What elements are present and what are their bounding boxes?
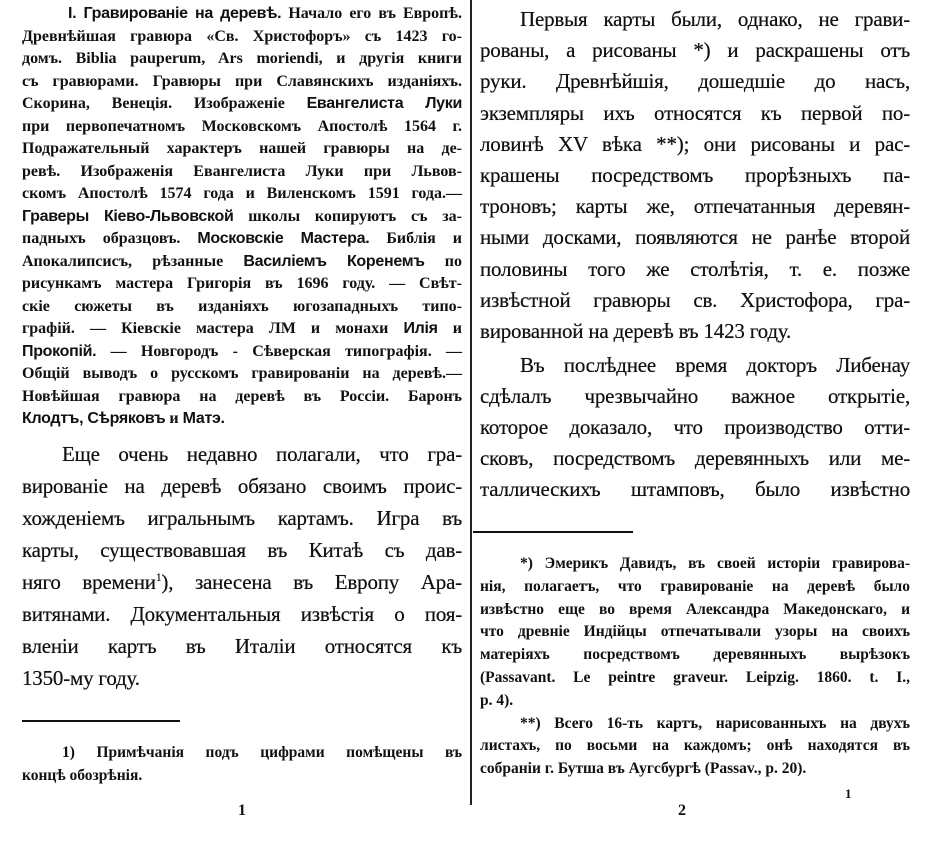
text-line xyxy=(480,735,910,758)
text-span: по xyxy=(424,252,463,270)
text-span: вированной на деревѣ въ 1423 году. xyxy=(480,319,792,344)
text-span: половины того же столѣтія, т. е. позже xyxy=(480,256,910,281)
text-line xyxy=(480,690,910,713)
text-span: которое доказало, что производство отти- xyxy=(480,415,910,439)
text-span: Еще очень недавно полагали, что гра- xyxy=(62,442,462,466)
text-line xyxy=(480,254,910,285)
text-span: вированіе на деревѣ обязано своимъ проис- xyxy=(22,474,462,498)
bold-text: Клодтъ, Сѣряковъ xyxy=(22,410,166,427)
bold-text: Матэ. xyxy=(182,410,225,427)
text-span: ревѣ. Изображенія Евангелиста Луки при Львов- xyxy=(22,162,462,180)
text-span: — Новгородъ - Сѣверская типографія. — xyxy=(96,342,462,360)
text-line xyxy=(22,228,462,251)
text-span: извѣстной гравюры св. Христофора, гра- xyxy=(480,287,910,312)
text-line xyxy=(22,273,462,296)
text-line xyxy=(22,363,462,386)
text-line xyxy=(22,470,462,502)
text-line xyxy=(480,713,910,736)
text-span: при первопечатномъ Московскомъ Апостолѣ 1564 г. xyxy=(22,117,462,135)
text-span: сковъ, посредствомъ деревянныхъ или ме- xyxy=(480,446,910,470)
text-span: *) Эмерикъ Давидъ, въ своей исторіи гравирова- xyxy=(520,555,910,572)
text-line xyxy=(480,66,910,97)
text-line xyxy=(22,206,462,229)
text-span: и xyxy=(165,410,183,427)
text-span: таллическихъ штамповъ, было извѣстно xyxy=(480,477,910,501)
column-divider xyxy=(470,0,472,805)
text-line xyxy=(22,161,462,184)
text-line xyxy=(480,576,910,599)
bold-text: Московскіе Мастера. xyxy=(197,230,370,247)
text-span: (Passavant. Le peintre graveur. Leipzig. 1860. t. I., xyxy=(480,668,910,686)
text-span: витянами. Документальныя извѣстія о поя- xyxy=(22,602,462,626)
text-line xyxy=(22,116,462,139)
text-span: рисункамъ мастера Григорія въ 1696 году. — Свѣт- xyxy=(22,275,462,292)
text-line xyxy=(480,758,910,781)
text-span: Общій выводъ о русскомъ гравированіи на деревѣ.— xyxy=(22,365,462,382)
text-line xyxy=(480,222,910,253)
bold-text: Василіемъ Коренемъ xyxy=(243,252,425,270)
footnote-rule-right xyxy=(473,531,633,533)
text-line xyxy=(480,285,910,316)
text-line xyxy=(22,318,462,341)
text-span: нія, полагаетъ, что гравированіе на деревѣ было xyxy=(480,577,910,595)
text-span: домъ. Biblia pauperum, Ars moriendi, и другія книги xyxy=(22,50,462,67)
text-line xyxy=(480,160,910,191)
text-line xyxy=(22,534,462,566)
text-span: скомъ Апостолѣ 1574 года и Виленскомъ 1591 года.— xyxy=(22,185,462,202)
page-number-left: 1 xyxy=(238,802,246,819)
text-span: рованы, а рисованы *) и раскрашены отъ xyxy=(480,38,910,63)
text-line xyxy=(22,251,462,274)
text-span: Начало его въ Европѣ. xyxy=(281,5,463,22)
text-line xyxy=(22,93,462,116)
text-line xyxy=(22,764,462,787)
text-span: матеріяхъ посредствомъ деревянныхъ вырѣзокъ xyxy=(480,646,910,664)
text-span: Скорина, Венеція. Изображеніе xyxy=(22,95,307,112)
text-line xyxy=(22,741,462,764)
text-line xyxy=(480,381,910,412)
text-line xyxy=(480,553,910,576)
text-span: съ гравюрами. Гравюры при Славянскихъ изданіяхъ. xyxy=(22,72,462,90)
text-line xyxy=(480,129,910,160)
footnote-rule-left xyxy=(22,720,180,722)
text-span: концѣ обозрѣнія. xyxy=(22,767,143,784)
text-span: ), занесена въ Европу Ара- xyxy=(161,570,462,594)
text-line xyxy=(22,630,462,662)
text-span: вленіи картъ въ Италіи относятся къ xyxy=(22,634,462,658)
text-span: сдѣлалъ чрезвычайно важное открытіе, xyxy=(480,384,910,408)
text-span: крашены посредствомъ прорѣзныхъ па- xyxy=(480,163,910,188)
text-span: ными досками, появляются не ранѣе второй xyxy=(480,225,910,250)
signature-mark: 1 xyxy=(845,786,852,801)
text-line xyxy=(480,644,910,667)
text-line xyxy=(22,386,462,409)
text-line xyxy=(22,71,462,94)
text-span: карты, существовавшая въ Китаѣ съ дав- xyxy=(22,538,462,562)
text-span: 1) Примѣчанія подъ цифрами помѣщены въ xyxy=(62,744,462,761)
text-span: няго времени xyxy=(22,570,156,594)
text-span: Подражательный характеръ нашей гравюры на де- xyxy=(22,140,462,157)
text-line xyxy=(22,48,462,71)
text-line xyxy=(480,599,910,622)
text-line xyxy=(480,4,910,35)
footnote-marker: 1 xyxy=(155,572,162,584)
text-span: **) Всего 16-ть картъ, нарисованныхъ на двухъ xyxy=(520,714,910,732)
text-span: листахъ, по восьми на каждомъ; онѣ находятся въ xyxy=(480,737,910,755)
text-line xyxy=(22,502,462,534)
text-line xyxy=(480,350,910,381)
text-line xyxy=(22,341,462,364)
left-body-paragraph xyxy=(22,438,462,694)
text-line xyxy=(480,667,910,690)
text-line xyxy=(22,566,462,598)
right-paragraph-1 xyxy=(480,4,910,347)
text-line xyxy=(480,316,910,347)
text-span: Первыя карты были, однако, не грави- xyxy=(520,7,910,31)
text-line xyxy=(22,138,462,161)
text-line xyxy=(480,412,910,443)
bold-text: Евангелиста Луки xyxy=(306,95,463,112)
text-line xyxy=(480,474,910,505)
text-span: Библія и xyxy=(369,230,462,247)
text-line xyxy=(22,598,462,630)
text-line xyxy=(22,438,462,470)
chapter-summary xyxy=(22,3,462,431)
text-line xyxy=(22,662,462,694)
text-line xyxy=(22,296,462,319)
right-paragraph-2 xyxy=(480,350,910,505)
text-span: Новѣйшая гравюра на деревѣ въ Россіи. Баронъ xyxy=(22,387,462,405)
bold-text: Граверы Кіево-Львовской xyxy=(22,207,234,225)
text-span: что древніе Индійцы отпечатывали узоры на своихъ xyxy=(480,623,910,641)
text-line xyxy=(22,26,462,49)
text-span: экземпляры ихъ относятся къ первой по- xyxy=(480,100,910,125)
text-line xyxy=(480,621,910,644)
text-span: графій. — Кіевскіе мастера ЛМ и монахи xyxy=(22,320,404,337)
text-span: ловинѣ XV вѣка **); они рисованы и рас- xyxy=(480,131,910,156)
bold-text: Илія xyxy=(403,320,438,337)
text-span: Древнѣйшая гравюра «Св. Христофоръ» съ 1423 го- xyxy=(22,27,462,45)
right-footnotes xyxy=(480,553,910,781)
page-number-right: 2 xyxy=(678,802,686,819)
text-span: p. 4). xyxy=(480,691,514,709)
text-span: извѣстно еще во время Александра Македонскаго, и xyxy=(480,600,910,618)
text-line xyxy=(480,35,910,66)
text-line xyxy=(480,443,910,474)
text-line xyxy=(22,3,462,26)
bold-text: I. Гравированіе на деревѣ. xyxy=(68,5,282,22)
text-span: 1350-му году. xyxy=(22,666,140,690)
text-line xyxy=(480,98,910,129)
text-line xyxy=(22,183,462,206)
text-span: скіе сюжеты въ изданіяхъ югозападныхъ типо- xyxy=(22,297,462,315)
text-span: хожденіемъ игральнымъ картамъ. Игра въ xyxy=(22,506,462,530)
text-span: троновъ; карты же, отпечатанныя деревян- xyxy=(480,194,910,219)
text-span: Въ послѣднее время докторъ Либенау xyxy=(520,353,910,377)
text-span: собраніи г. Бутша въ Аугсбургѣ (Passav., p. 20). xyxy=(480,760,807,778)
text-line xyxy=(22,408,462,431)
text-span: и xyxy=(437,320,463,337)
text-span: школы копируютъ съ за- xyxy=(233,207,462,225)
left-footnotes xyxy=(22,741,462,787)
text-span: руки. Древнѣйшія, дошедшіе до насъ, xyxy=(480,69,910,94)
text-span: Апокалипсисъ, рѣзанные xyxy=(22,252,244,270)
text-span: падныхъ образцовъ. xyxy=(22,230,198,247)
bold-text: Прокопій. xyxy=(22,342,97,360)
text-line xyxy=(480,191,910,222)
